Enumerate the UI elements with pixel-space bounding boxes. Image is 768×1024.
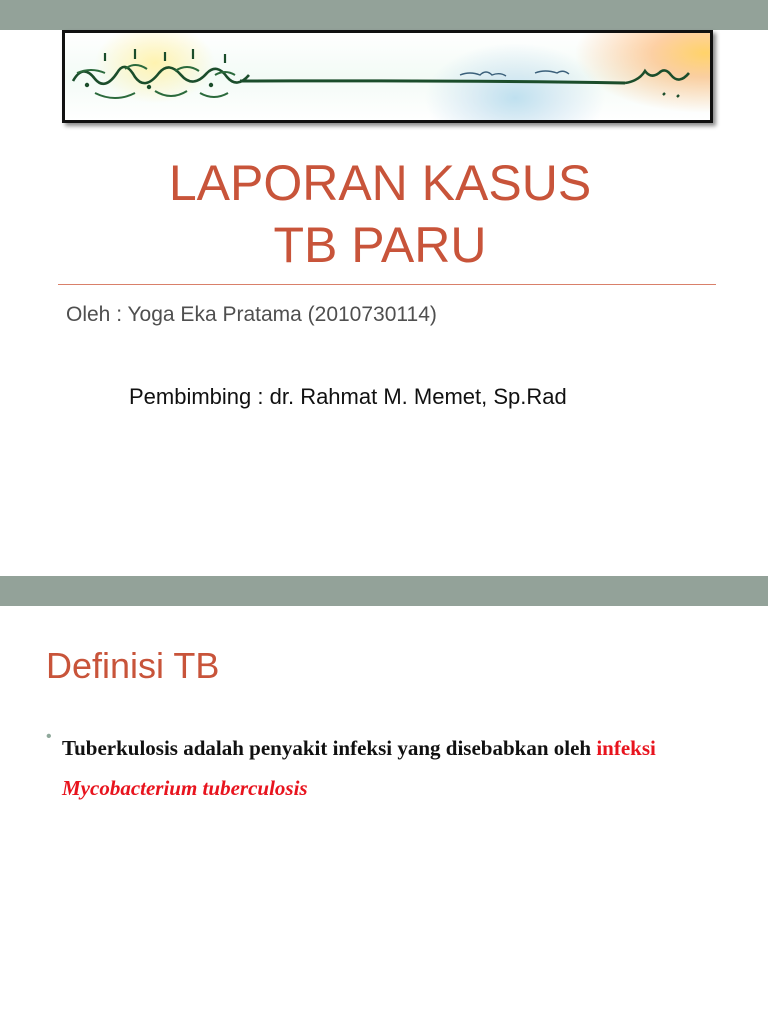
section-title: Definisi TB [46, 645, 220, 686]
advisor-text: Pembimbing : dr. Rahmat M. Memet, Sp.Rad [129, 384, 567, 409]
title-divider [58, 284, 716, 285]
bullet-icon: • [46, 728, 52, 745]
calligraphy-graphic [65, 33, 713, 123]
author-subtitle: Oleh : Yoga Eka Pratama (2010730114) [66, 303, 437, 326]
slide-title-line1: LAPORAN KASUS [168, 155, 592, 211]
slide-title [62, 152, 698, 276]
basmalah-banner-image [62, 30, 713, 123]
definition-text: Tuberkulosis adalah penyakit infeksi yang disebabkan oleh [62, 736, 592, 760]
definition-highlight: infeksi [596, 736, 656, 760]
top-accent-band [0, 0, 768, 30]
slide-separator-band [0, 576, 768, 606]
species-name: Mycobacterium tuberculosis [62, 776, 308, 800]
slide-title-line2: TB PARU [273, 217, 487, 273]
definition-paragraph [62, 728, 742, 808]
